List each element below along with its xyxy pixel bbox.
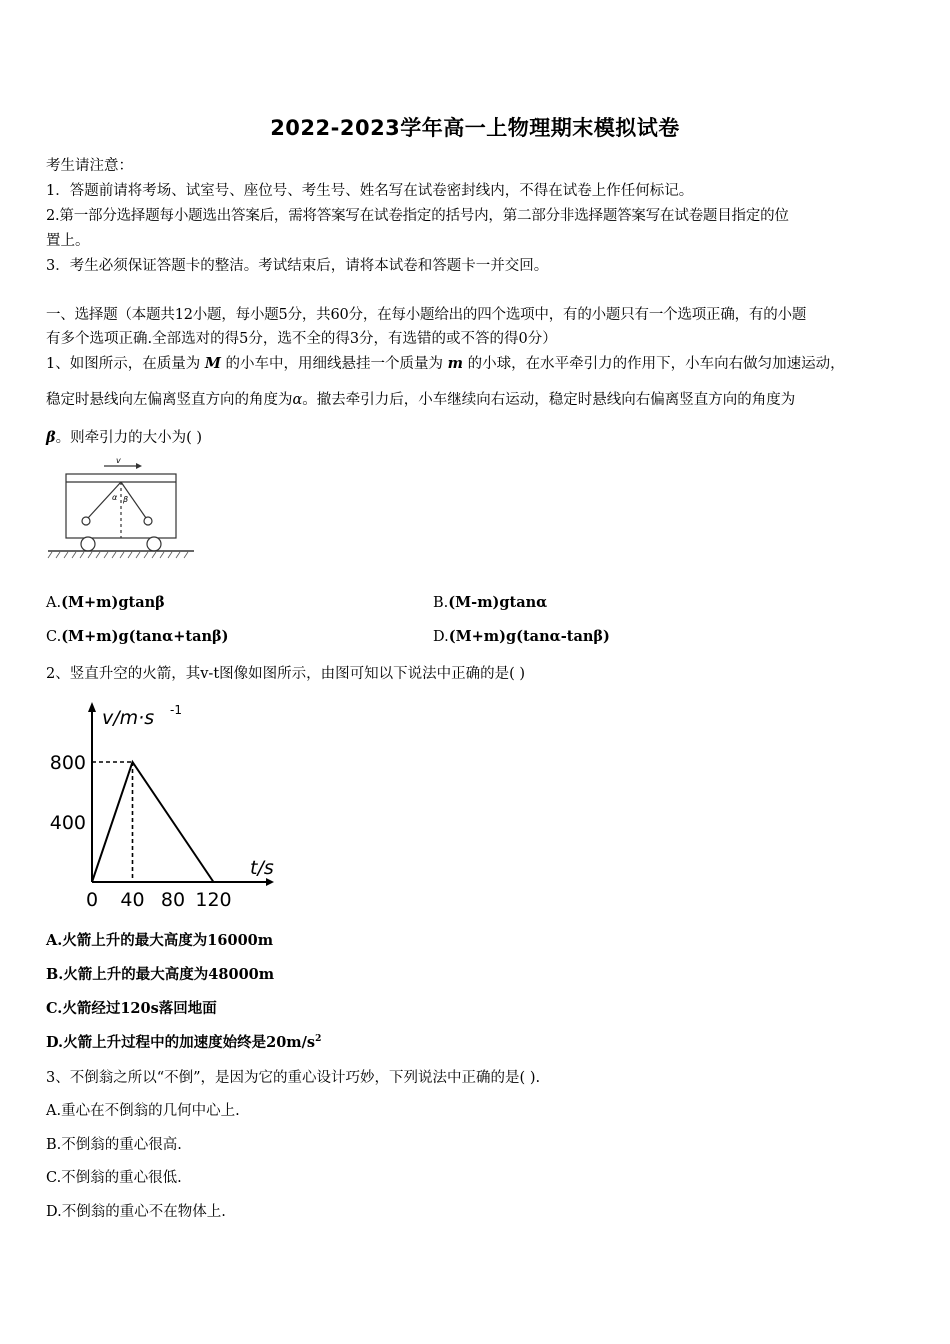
q1-text-2b: 。撤去牵引力后，小车继续向右运动，稳定时悬线向右偏离竖直方向的角度为 [302, 392, 796, 408]
q1-stem-line-1 [46, 352, 845, 373]
x-axis-arrow-icon [266, 878, 274, 886]
q2-option-a[interactable]: A.火箭上升的最大高度为16000m [46, 932, 274, 949]
y-axis-label-sup: -1 [170, 703, 182, 717]
q2-option-c[interactable]: C.火箭经过120s落回地面 [46, 1000, 217, 1017]
x-tick-label: 40 [120, 889, 145, 911]
q1-option-d-prefix: D. [433, 629, 449, 645]
q1-option-c-text: (M+m)g(tanα+tanβ) [61, 628, 229, 645]
q1-cart-figure [46, 452, 196, 560]
q1-option-b-prefix: B. [433, 595, 449, 611]
y-tick-label: 800 [49, 752, 86, 774]
notice-item-2-cont: 置上。 [46, 233, 90, 249]
q3-stem: 3、不倒翁之所以“不倒”，是因为它的重心设计巧妙，下列说法中正确的是( ). [46, 1070, 541, 1086]
q2-stem: 2、竖直升空的火箭，其v-t图像如图所示，由图可知以下说法中正确的是( ) [46, 666, 526, 682]
x-tick-label: 80 [160, 889, 186, 911]
section-header-line-1: 一、选择题（本题共12小题，每小题5分，共60分，在每小题给出的四个选项中，有的小题只有一个选项正确，有的小题 [46, 307, 807, 323]
notice-heading: 考生请注意： [46, 158, 133, 174]
q1-text-2a: 稳定时悬线向左偏离竖直方向的角度为 [46, 392, 293, 408]
y-tick-label: 400 [49, 812, 86, 834]
q2-option-d-sup: 2 [315, 1034, 322, 1045]
q3-option-d[interactable]: D.不倒翁的重心不在物体上. [46, 1204, 226, 1220]
q1-stem-line-3 [46, 426, 202, 447]
alpha-label: α [112, 493, 118, 502]
q2-option-b[interactable]: B.火箭上升的最大高度为48000m [46, 966, 275, 983]
q1-text-1b: 的小车中，用细线悬挂一个质量为 [225, 356, 444, 372]
ball-right [144, 517, 152, 525]
wheel-left [81, 537, 95, 551]
q1-text-1a: 1、如图所示，在质量为 [46, 356, 201, 372]
q1-option-c-prefix: C. [46, 629, 62, 645]
q1-option-a-text: (M+m)gtanβ [61, 594, 165, 611]
q1-option-b-text: (M-m)gtanα [448, 594, 548, 611]
x-tick-label: 0 [85, 889, 99, 911]
q1-text-3b: 。则牵引力的大小为( ) [55, 430, 203, 446]
q1-text-1c: 的小球，在水平牵引力的作用下，小车向右做匀加速运动， [467, 356, 845, 372]
x-tick-label: 120 [195, 889, 232, 911]
q1-option-d-text: (M+m)g(tanα-tanβ) [448, 628, 610, 645]
q1-option-a-prefix: A. [46, 595, 62, 611]
q2-vt-chart [40, 696, 280, 916]
y-axis-label: v/m·s [102, 707, 155, 729]
series-line [92, 762, 214, 882]
beta-label: β [123, 495, 129, 504]
q1-beta: β [46, 429, 56, 446]
wheel-right [147, 537, 161, 551]
q2-option-d[interactable] [46, 1031, 321, 1052]
v-label: v [116, 456, 121, 465]
notice-item-1: 1．答题前请将考场、试室号、座位号、考生号、姓名写在试卷密封线内，不得在试卷上作任何标记。 [46, 183, 694, 199]
q1-stem-line-2 [46, 388, 795, 409]
y-axis-arrow-icon [88, 702, 96, 712]
q1-option-c[interactable] [46, 628, 229, 645]
page-title: 2022-2023学年高一上物理期末模拟试卷 [270, 116, 680, 140]
q1-alpha: α [292, 392, 303, 408]
q3-option-c[interactable]: C.不倒翁的重心很低. [46, 1170, 182, 1186]
q2-option-d-text: D.火箭上升过程中的加速度始终是20m/s [46, 1034, 316, 1051]
notice-item-3: 3．考生必须保证答题卡的整洁。考试结束后，请将本试卷和答题卡一并交回。 [46, 258, 549, 274]
q3-option-a[interactable]: A.重心在不倒翁的几何中心上. [46, 1103, 240, 1119]
q1-mass-m: m [447, 355, 463, 372]
section-header-line-2: 有多个选项正确.全部选对的得5分，选不全的得3分，有选错的或不答的得0分） [46, 331, 557, 347]
ball-left [82, 517, 90, 525]
q1-option-b[interactable] [433, 594, 547, 611]
notice-item-2: 2.第一部分选择题每小题选出答案后，需将答案写在试卷指定的括号内，第二部分非选择题答案写在试卷题目指定的位 [46, 208, 789, 224]
q1-option-a[interactable] [46, 594, 165, 611]
q1-mass-M: M [204, 355, 221, 372]
q1-option-d[interactable] [433, 628, 610, 645]
x-axis-label: t/s [250, 857, 274, 879]
q3-option-b[interactable]: B.不倒翁的重心很高. [46, 1137, 182, 1153]
